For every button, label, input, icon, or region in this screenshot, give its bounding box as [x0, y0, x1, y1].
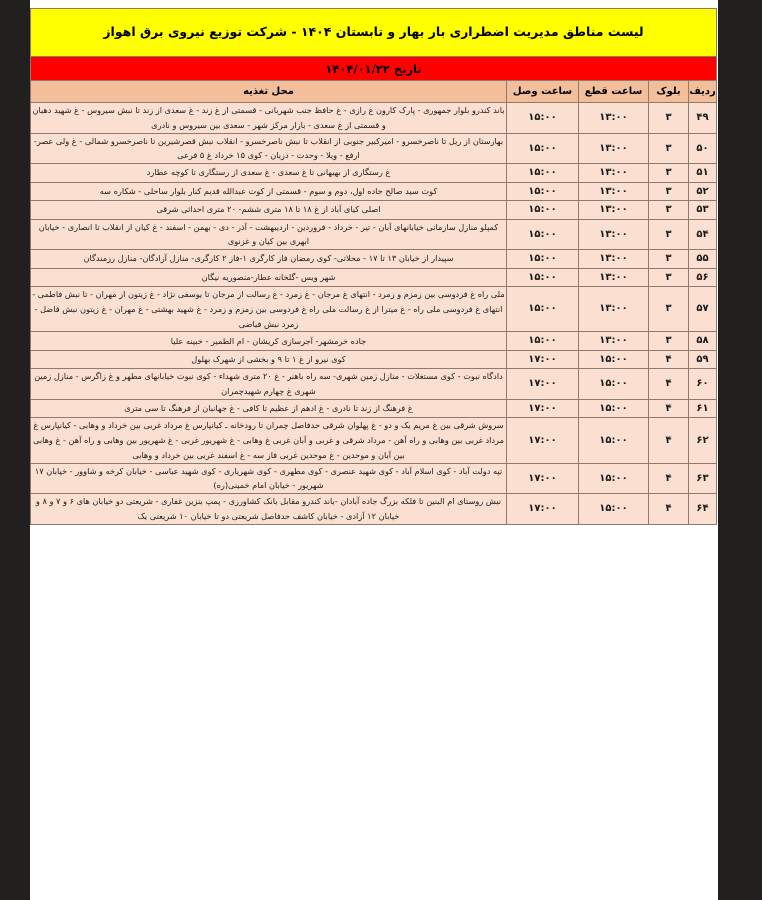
row-no-cell: ۶۱ [689, 399, 717, 418]
location-cell: اصلی کیای آباد از غ ۱۸ تا ۱۸ متری ششم- ۲۰ متری احداثی شرقی [30, 201, 506, 220]
table-row [30, 201, 716, 220]
block-cell: ۴ [649, 463, 689, 494]
column-header-row [30, 81, 716, 103]
restore-time-cell: ۱۵:۰۰ [507, 250, 579, 269]
location-cell: نبش روستای ام البنین تا فلکه بزرگ جاده آبادان -باند کندرو مقابل بانک کشاورزی - پمپ بنزین غفاری - شریعتی دو خیابان های ۶ و ۷ و ۸ و خیابان ۱۲ آزادی - خیابان کاشف حدفاصل شریعتی دو تا خیابان ۱۰ شریعتی یک [30, 494, 506, 525]
column-header-restore-time: ساعت وصل [507, 81, 579, 103]
block-cell: ۳ [649, 133, 689, 164]
column-header-block: بلوک [649, 81, 689, 103]
location-cell: تپه دولت آباد - کوی اسلام آباد - کوی شهید عنصری - کوی مطهری - کوی شهریاری - کوی شهید عباسی - خیابان کرخه و شاوور - خیابان ۱۷ شهریور - خیابان امام خمینی(ره) [30, 463, 506, 494]
location-cell: بهارستان از ریل تا ناصرخسرو - امیرکبیر جنوبی از انقلاب تا نبش ناصرخسرو - انقلاب نبش قصرشیرین تا ناصرخسرو شمالی - غ ولی عصر- ارفع - ویلا - وحدت - دزبان - کوی ۱۵ خرداد غ ۵ فرعی [30, 133, 506, 164]
row-no-cell: ۵۵ [689, 250, 717, 269]
cut-time-cell: ۱۳:۰۰ [579, 250, 649, 269]
outage-sheet [31, 8, 717, 525]
restore-time-cell: ۱۵:۰۰ [507, 201, 579, 220]
row-no-cell: ۶۲ [689, 418, 717, 463]
block-cell: ۳ [649, 219, 689, 250]
table-row [30, 369, 716, 400]
restore-time-cell: ۱۵:۰۰ [507, 133, 579, 164]
location-cell: غ رستگاری از بهبهانی تا غ سعدی - غ سعدی از رستگاری تا کوچه عطارد [30, 164, 506, 183]
table-row [30, 418, 716, 463]
row-no-cell: ۵۲ [689, 182, 717, 201]
table-row [30, 350, 716, 369]
table-row [30, 250, 716, 269]
cut-time-cell: ۱۵:۰۰ [579, 369, 649, 400]
cut-time-cell: ۱۳:۰۰ [579, 287, 649, 332]
row-no-cell: ۶۳ [689, 463, 717, 494]
restore-time-cell: ۱۵:۰۰ [507, 287, 579, 332]
restore-time-cell: ۱۵:۰۰ [507, 103, 579, 134]
restore-time-cell: ۱۷:۰۰ [507, 463, 579, 494]
outage-schedule-table [30, 8, 717, 525]
location-cell: کوی نیرو از غ ۱ تا ۹ و بخشی از شهرک بهلول [30, 350, 506, 369]
restore-time-cell: ۱۷:۰۰ [507, 350, 579, 369]
restore-time-cell: ۱۷:۰۰ [507, 418, 579, 463]
table-row [30, 103, 716, 134]
title-banner-row [30, 9, 716, 57]
row-no-cell: ۶۴ [689, 494, 717, 525]
column-header-location: محل تغذیه [30, 81, 506, 103]
table-body [30, 103, 716, 525]
table-row [30, 494, 716, 525]
block-cell: ۴ [649, 399, 689, 418]
table-row [30, 399, 716, 418]
row-no-cell: ۵۶ [689, 268, 717, 287]
column-header-cut-time: ساعت قطع [579, 81, 649, 103]
row-no-cell: ۵۴ [689, 219, 717, 250]
row-no-cell: ۵۱ [689, 164, 717, 183]
cut-time-cell: ۱۳:۰۰ [579, 219, 649, 250]
cut-time-cell: ۱۳:۰۰ [579, 164, 649, 183]
table-row [30, 268, 716, 287]
block-cell: ۳ [649, 182, 689, 201]
cut-time-cell: ۱۵:۰۰ [579, 350, 649, 369]
block-cell: ۴ [649, 369, 689, 400]
row-no-cell: ۵۷ [689, 287, 717, 332]
table-row [30, 287, 716, 332]
location-cell: باند کندرو بلوار جمهوری - پارک کارون غ رازی - غ حافظ جنب شهربانی - قسمتی از غ زند - غ سعدی از زند تا نبش سیروس - غ شهید دهبان و قسمتی از غ سعدی - بازار مرکز شهر - سعدی بین سیروس و نادری [30, 103, 506, 134]
row-no-cell: ۵۹ [689, 350, 717, 369]
restore-time-cell: ۱۷:۰۰ [507, 369, 579, 400]
cut-time-cell: ۱۳:۰۰ [579, 201, 649, 220]
location-cell: کمپلو منازل سازمانی خیابانهای آبان - تیر - خرداد - فروردین - اردیبهشت - آذر - دی - بهمن - اسفند - غ کیان از انقلاب تا انصاری - خیابان ابهری بین کیان و غزنوی [30, 219, 506, 250]
table-row [30, 219, 716, 250]
block-cell: ۳ [649, 287, 689, 332]
block-cell: ۳ [649, 268, 689, 287]
restore-time-cell: ۱۵:۰۰ [507, 219, 579, 250]
block-cell: ۳ [649, 250, 689, 269]
location-cell: شهر ویس -گلخانه عطار-منصوریه نیگان [30, 268, 506, 287]
table-row [30, 164, 716, 183]
cut-time-cell: ۱۵:۰۰ [579, 418, 649, 463]
document-title: لیست مناطق مدیریت اضطراری بار بهار و تابستان ۱۴۰۴ - شرکت توزیع نیروی برق اهواز [30, 9, 716, 57]
block-cell: ۴ [649, 418, 689, 463]
row-no-cell: ۵۳ [689, 201, 717, 220]
block-cell: ۴ [649, 350, 689, 369]
cut-time-cell: ۱۵:۰۰ [579, 463, 649, 494]
date-banner-row [30, 57, 716, 81]
cut-time-cell: ۱۵:۰۰ [579, 399, 649, 418]
block-cell: ۳ [649, 103, 689, 134]
block-cell: ۴ [649, 494, 689, 525]
location-cell: کوت سید صالح جاده اول، دوم و سوم - قسمتی از کوت عبدالله قدیم کنار بلوار ساحلی - شکاره سه [30, 182, 506, 201]
cut-time-cell: ۱۳:۰۰ [579, 182, 649, 201]
cut-time-cell: ۱۳:۰۰ [579, 133, 649, 164]
table-head [30, 9, 716, 103]
table-row [30, 463, 716, 494]
document-date: تاریخ ۱۴۰۴/۰۱/۲۲ [30, 57, 716, 81]
restore-time-cell: ۱۵:۰۰ [507, 182, 579, 201]
block-cell: ۳ [649, 201, 689, 220]
table-row [30, 182, 716, 201]
table-row [30, 332, 716, 351]
location-cell: غ فرهنگ از زند تا نادری - غ ادهم از عظیم تا کافی - غ جهانبان از فرهنگ تا سی متری [30, 399, 506, 418]
row-no-cell: ۵۰ [689, 133, 717, 164]
location-cell: دادگاه نبوت - کوی مستغلات - منازل زمین شهری- سه راه باهنر - غ ۲۰ متری شهداء - کوی نبوت خیابانهای مطهر و غ زاگرس - منازل زمین شهری غ چهارم شهیدچمران [30, 369, 506, 400]
row-no-cell: ۴۹ [689, 103, 717, 134]
column-header-row-no: ردیف [689, 81, 717, 103]
restore-time-cell: ۱۵:۰۰ [507, 164, 579, 183]
row-no-cell: ۶۰ [689, 369, 717, 400]
restore-time-cell: ۱۷:۰۰ [507, 399, 579, 418]
row-no-cell: ۵۸ [689, 332, 717, 351]
cut-time-cell: ۱۳:۰۰ [579, 103, 649, 134]
location-cell: سروش شرقی بین غ مریم یک و دو - غ پهلوان شرقی حدفاصل چمران تا رودخانه ـ کیانپارس غ مرداد غربی بین خرداد و وهابی - کیانپارس غ مرداد غربی بین وهابی و راه آهن - مرداد شرقی و غربی و آبان غربی غ وهابی - غ شهریور غربی - غ شهریور بین وهابی و راه آهن - غ وهابی بین آبان و موحدین - غ موحدین غربی فاز سه - غ اسفند غربی بین خرداد و وهابی [30, 418, 506, 463]
block-cell: ۳ [649, 164, 689, 183]
restore-time-cell: ۱۷:۰۰ [507, 494, 579, 525]
cut-time-cell: ۱۳:۰۰ [579, 268, 649, 287]
location-cell: جاده خرمشهر- آجرسازی کریشان - ام الطمیر - خبینه علیا [30, 332, 506, 351]
location-cell: سپیدار از خیابان ۱۳ تا ۱۷ - محلاتی- کوی رمضان فاز کارگری ۱-فاز ۲ کارگری- منازل آزادگان- منازل رزمندگان [30, 250, 506, 269]
cut-time-cell: ۱۳:۰۰ [579, 332, 649, 351]
table-row [30, 133, 716, 164]
restore-time-cell: ۱۵:۰۰ [507, 332, 579, 351]
cut-time-cell: ۱۵:۰۰ [579, 494, 649, 525]
block-cell: ۳ [649, 332, 689, 351]
restore-time-cell: ۱۵:۰۰ [507, 268, 579, 287]
location-cell: ملی راه غ فردوسی بین زمزم و زمرد - انتهای غ مرجان - غ زمرد - غ رسالت از مرجان تا یوسفی نژاد - غ زیتون از مهران - تا نبش فاطمی - انتهای غ فردوسی ملی راه - غ میترا از غ رسالت ملی راه غ فردوسی بین زمزم و زمرد - غ شهید بهشتی - غ مهران - غ زیتون نبش فاضل - زمرد نبش فیاضی [30, 287, 506, 332]
